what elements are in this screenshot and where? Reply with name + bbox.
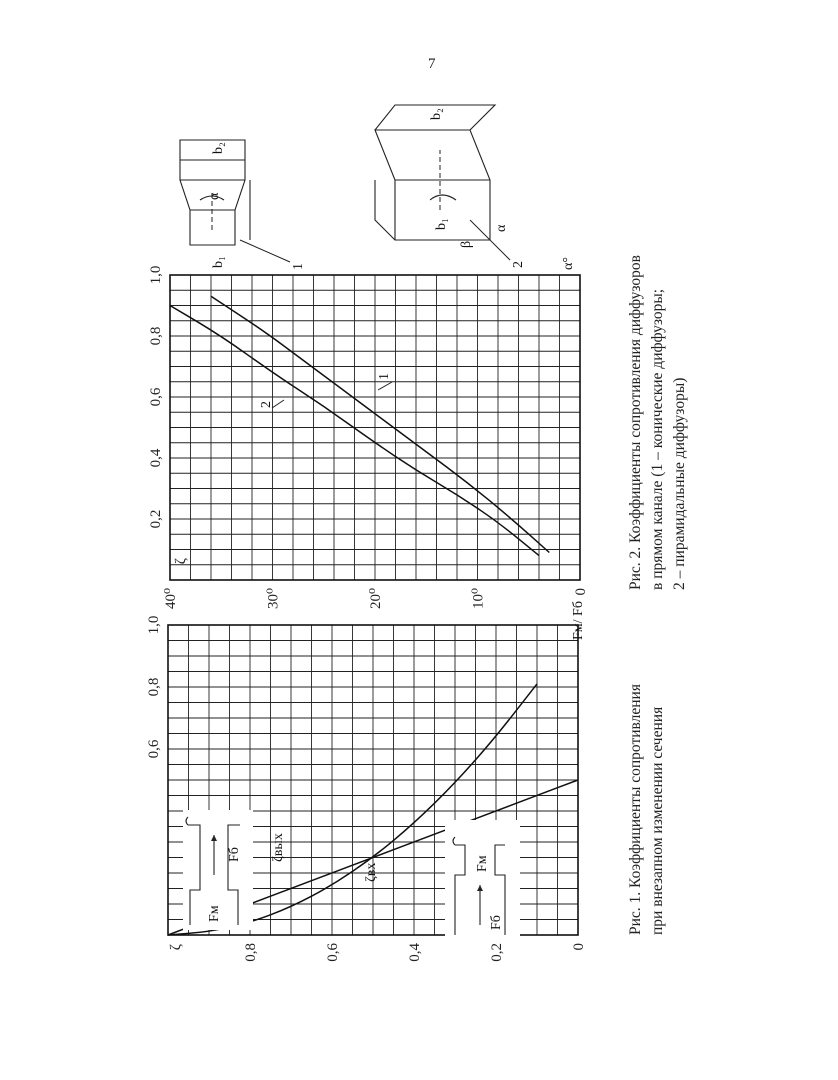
figure1-inset-bottom (445, 820, 520, 940)
pyramidal-callout: 2 (511, 261, 526, 268)
figure2-x-tick-label: 0 (573, 588, 589, 596)
figure2-y-tick-label: 0,8 (148, 326, 164, 346)
inset-top-fb: Fб (227, 847, 242, 862)
figure1-y-symbol: ζ (168, 944, 184, 951)
figure1-y-tick-label: 0,8 (146, 677, 162, 697)
figure1-label-vh: ζвх (364, 862, 379, 882)
inset-top-fm: Fм (207, 905, 222, 922)
figure1-caption-line2: при внезапном изменении сечения (649, 706, 666, 935)
figure1-x-tick-label: 0 (571, 943, 587, 951)
figure2-y-tick-label: 0,4 (148, 448, 164, 468)
figure2-x-tick-label: 40⁰ (163, 588, 179, 610)
figure2-y-tick-label: 0,6 (148, 387, 164, 407)
figure1-label-vyh: ζвых (271, 833, 286, 862)
pyramidal-top-dim: b₂ (429, 108, 444, 120)
figure2-x-tick-label: 30⁰ (265, 588, 282, 610)
conical-top-dim: b₂ (211, 142, 226, 154)
figure2-caption-line3: 2 – пирамидальные диффузоры) (671, 377, 688, 590)
figure1-x-axis-label: Fм/ Fб (571, 601, 586, 640)
figure1-x-tick-label: 0,8 (243, 943, 259, 962)
figure2-curve1-label: 1 (377, 373, 392, 380)
inset-bottom-fm: Fм (475, 855, 490, 872)
pyramidal-side-angle: β (459, 240, 474, 248)
conical-diffuser-sketch (180, 140, 306, 270)
pyramidal-bottom-dim: b₁ (434, 218, 449, 230)
figure2-series-2-line (211, 296, 549, 552)
figure2-caption-line1: Рис. 2. Коэффициенты сопротивления диффузоров (627, 255, 644, 590)
figure2-y-symbol: ζ (173, 558, 189, 565)
page-number: 7 (428, 56, 436, 72)
figure2-y-tick-label: 1,0 (148, 265, 164, 285)
conical-bottom-dim: b₁ (211, 256, 226, 268)
figure1-inset-top (183, 810, 253, 930)
figure2-x-tick-label: 20⁰ (368, 588, 384, 610)
conical-callout: 1 (291, 263, 306, 270)
pyramidal-diffuser-sketch (375, 105, 526, 268)
figure2-x-tick-label: 10⁰ (470, 588, 487, 610)
inset-bottom-fb: Fб (489, 915, 504, 930)
pyramidal-angle: α (494, 224, 509, 232)
figure1-y-tick-label: 0,6 (146, 739, 162, 759)
figure1-x-tick-label: 0,4 (407, 943, 423, 962)
figure2-caption-line2: в прямом канале (1 – конические диффузоры; (649, 288, 666, 590)
figure1-caption-line1: Рис. 1. Коэффициенты сопротивления (627, 684, 644, 935)
figure2-y-tick-label: 0,2 (148, 509, 164, 529)
figure1-y-tick-label: 1,0 (146, 615, 162, 635)
figure2-curve2-label: 2 (259, 401, 274, 408)
figure2-curves (170, 296, 549, 555)
figure2-x-axis-label: α° (561, 257, 576, 270)
figure1-x-tick-label: 0,2 (489, 943, 505, 962)
conical-angle: α (207, 192, 222, 200)
figure1-x-tick-label: 0,6 (325, 943, 341, 962)
figure2-grid (170, 275, 580, 580)
